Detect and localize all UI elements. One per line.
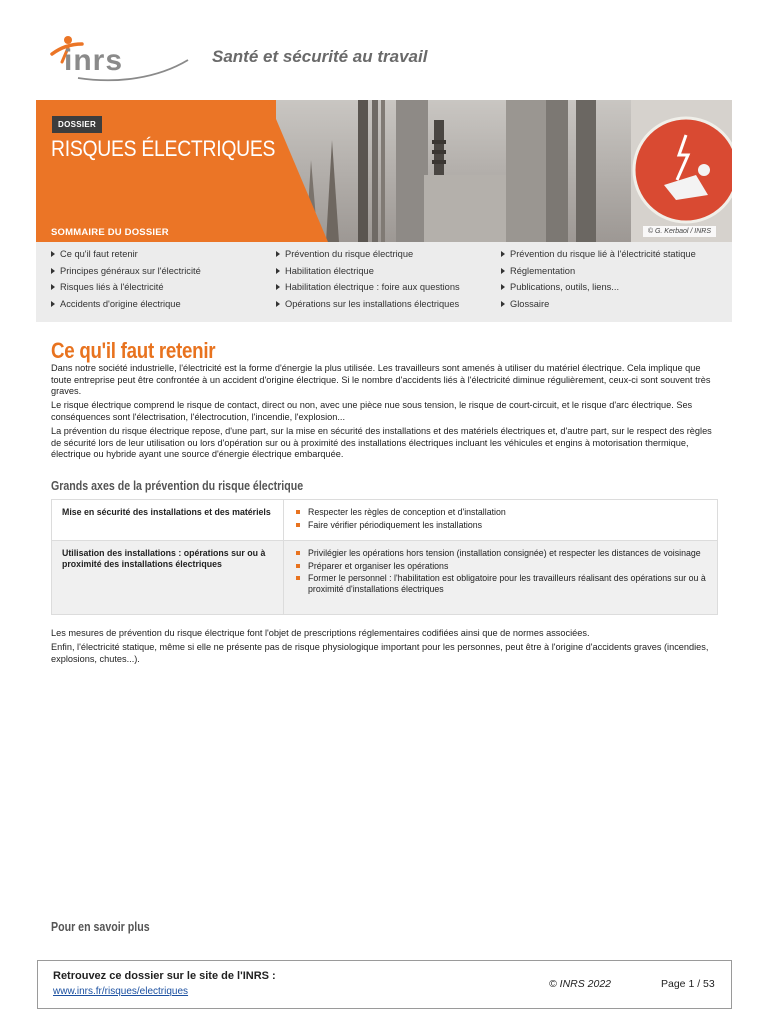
dossier-tag: DOSSIER xyxy=(52,116,102,133)
prevention-subheading: Grands axes de la prévention du risque électrique xyxy=(51,479,304,493)
svg-text:inrs: inrs xyxy=(64,44,124,77)
sommaire-item[interactable]: Habilitation électrique : foire aux questions xyxy=(276,282,460,292)
further-reading-heading: Pour en savoir plus xyxy=(51,920,150,934)
photo-credit: © G. Kerbaol / INRS xyxy=(643,226,716,237)
sommaire-item[interactable]: Ce qu'il faut retenir xyxy=(51,249,138,259)
dossier-link[interactable]: www.inrs.fr/risques/electriques xyxy=(53,986,189,997)
sommaire-list xyxy=(36,242,732,322)
table-row xyxy=(52,500,717,541)
paragraph: Les mesures de prévention du risque électrique font l'objet de prescriptions réglementaires codifiées ainsi que de normes associées. xyxy=(51,628,590,638)
sommaire-item[interactable]: Prévention du risque électrique xyxy=(276,249,413,259)
sommaire-item[interactable]: Prévention du risque lié à l'électricité statique xyxy=(501,249,696,259)
banner-photo xyxy=(36,100,732,242)
sommaire-item[interactable]: Réglementation xyxy=(501,266,575,276)
table-row xyxy=(52,541,717,614)
sommaire-item[interactable]: Risques liés à l'électricité xyxy=(51,282,164,292)
dossier-banner xyxy=(36,100,732,242)
footer-label: Retrouvez ce dossier sur le site de l'INRS : xyxy=(53,970,276,982)
paragraph: Le risque électrique comprend le risque de contact, direct ou non, avec une pièce nue sous tension, le risque de court-circuit, et le risque d'arc électrique. Ses conséquences sont l'électrisation, l'électrocution, l'incendie, l'explosion... xyxy=(51,400,693,422)
copyright: © INRS 2022 xyxy=(549,978,612,990)
list-item: Préparer et organiser les opérations xyxy=(296,561,707,572)
list-item: Former le personnel : l'habilitation est obligatoire pour les travailleurs réalisant des opérations sur ou à proximité d'installations électriques xyxy=(296,573,707,594)
table-row-heading: Mise en sécurité des installations et des matériels xyxy=(52,500,284,540)
dossier-title: RISQUES ÉLECTRIQUES xyxy=(51,136,276,161)
sommaire-item[interactable]: Habilitation électrique xyxy=(276,266,374,276)
sommaire-item[interactable]: Accidents d'origine électrique xyxy=(51,299,181,309)
table-row-bullets xyxy=(284,541,717,614)
sommaire-item[interactable]: Publications, outils, liens... xyxy=(501,282,619,292)
section-title: Ce qu'il faut retenir xyxy=(51,338,216,363)
paragraph: Dans notre société industrielle, l'électricité est la forme d'énergie la plus utilisée. Les travailleurs sont amenés à utiliser du matériel électrique. Cela implique que toute entreprise peut être confrontée à un accident d'origine électrique. Si le nombre d'accidents liés à l'électricité diminue régulièrement, ceux-ci sont souvent très graves. xyxy=(51,363,711,397)
paragraph: La prévention du risque électrique repose, d'une part, sur la mise en sécurité des installations et des matériels électriques et, d'autre part, sur le respect des règles de sécurité lors de leur utilisation ou lors d'opération sur ou à proximité des installations électriques incluant les véhicules et engins à motorisation thermique, électrique ou hybride ayant une source d'énergie électrique embarquée. xyxy=(51,426,712,460)
sommaire-item[interactable]: Glossaire xyxy=(501,299,549,309)
table-row-heading: Utilisation des installations : opérations sur ou à proximité des installations électriques xyxy=(52,541,284,614)
sommaire-item[interactable]: Opérations sur les installations électriques xyxy=(276,299,459,309)
inrs-logo[interactable] xyxy=(48,30,193,85)
paragraph: Enfin, l'électricité statique, même si elle ne présente pas de risque physiologique important pour les personnes, peut être à l'origine d'accidents graves (incendies, explosions, chutes...). xyxy=(51,642,709,664)
site-tagline: Santé et sécurité au travail xyxy=(212,47,428,66)
prevention-table xyxy=(51,499,718,615)
page-number: Page 1 / 53 xyxy=(661,978,715,990)
table-row-bullets xyxy=(284,500,717,540)
sommaire-item[interactable]: Principes généraux sur l'électricité xyxy=(51,266,201,276)
page-footer xyxy=(37,960,732,1009)
sommaire-label: SOMMAIRE DU DOSSIER xyxy=(51,227,169,238)
list-item: Respecter les règles de conception et d'installation xyxy=(296,507,707,518)
list-item: Privilégier les opérations hors tension (installation consignée) et respecter les distances de voisinage xyxy=(296,548,707,559)
list-item: Faire vérifier périodiquement les installations xyxy=(296,520,707,531)
